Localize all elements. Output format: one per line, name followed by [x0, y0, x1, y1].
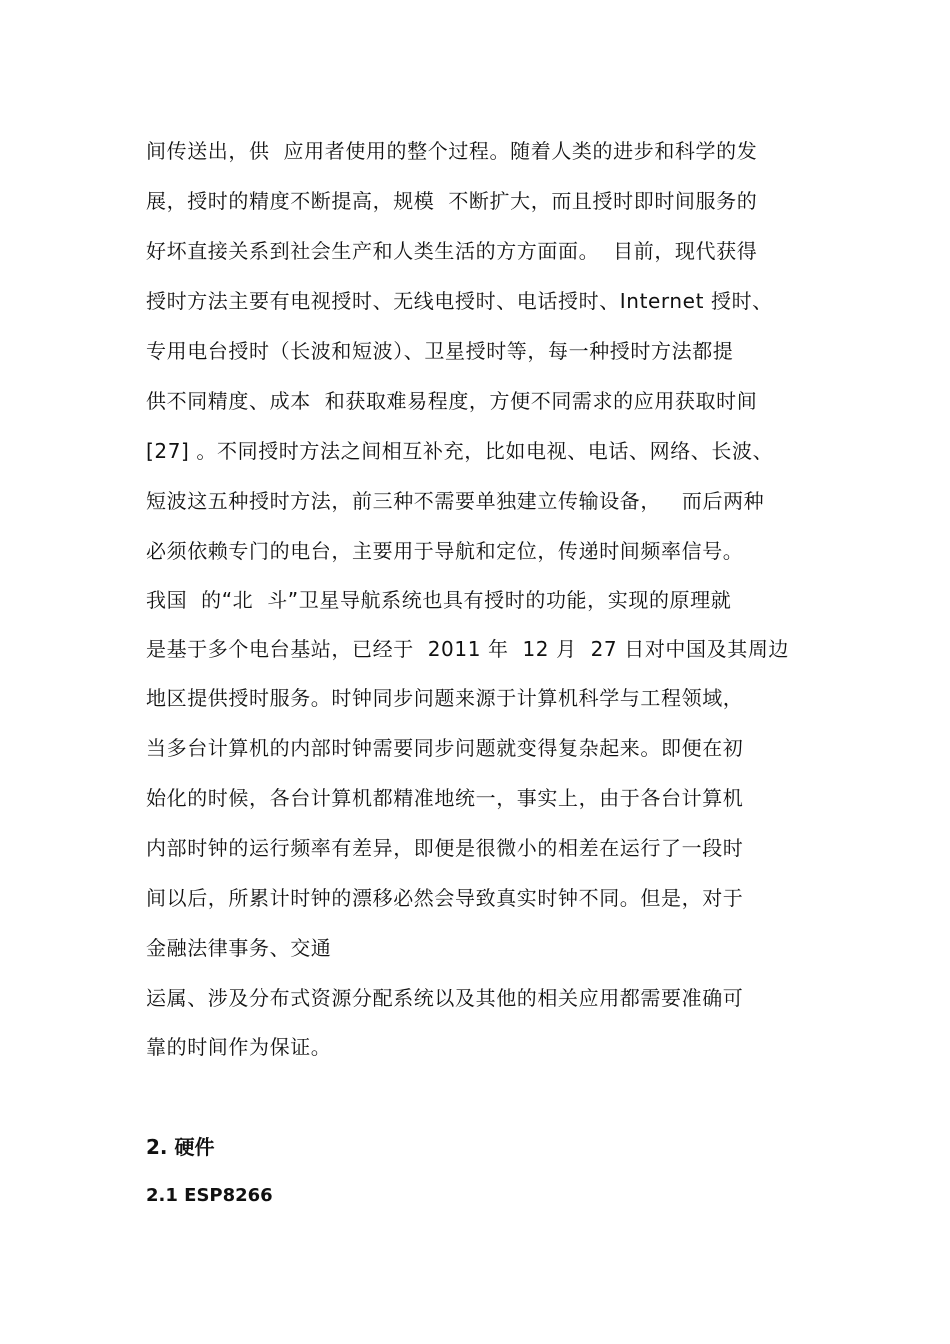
paragraph-line: 间以后，所累计时钟的漂移必然会导致真实时钟不同。但是，对于 [146, 886, 744, 910]
paragraph-line: 短波这五种授时方法，前三种不需要单独建立传输设备， 而后两种 [146, 489, 765, 513]
paragraph-line: [27] 。不同授时方法之间相互补充，比如电视、电话、网络、长波、 [146, 439, 774, 463]
paragraph-line: 当多台计算机的内部时钟需要同步问题就变得复杂起来。即便在初 [146, 736, 744, 760]
section-heading: 2. 硬件 [146, 1135, 215, 1159]
paragraph-line: 授时方法主要有电视授时、无线电授时、电话授时、Internet 授时、 [146, 289, 773, 313]
paragraph-line: 始化的时候，各台计算机都精准地统一，事实上，由于各台计算机 [146, 786, 744, 810]
paragraph-line: 内部时钟的运行频率有差异，即便是很微小的相差在运行了一段时 [146, 836, 744, 860]
subsection-heading: 2.1 ESP8266 [146, 1185, 273, 1206]
paragraph-line: 靠的时间作为保证。 [146, 1035, 332, 1059]
paragraph-line: 金融法律事务、交通 [146, 936, 332, 960]
paragraph-line: 展，授时的精度不断提高，规模 不断扩大，而且授时即时间服务的 [146, 189, 758, 213]
paragraph-line: 好坏直接关系到社会生产和人类生活的方方面面。 目前，现代获得 [146, 239, 758, 263]
paragraph-line: 专用电台授时（长波和短波）、卫星授时等，每一种授时方法都提 [146, 339, 734, 363]
paragraph-line: 运属、涉及分布式资源分配系统以及其他的相关应用都需要准确可 [146, 986, 744, 1010]
paragraph-line: 供不同精度、成本 和获取难易程度，方便不同需求的应用获取时间 [146, 389, 758, 413]
paragraph-line: 必须依赖专门的电台，主要用于导航和定位，传递时间频率信号。 [146, 539, 744, 563]
paragraph-line: 间传送出，供 应用者使用的整个过程。随着人类的进步和科学的发 [146, 139, 758, 163]
paragraph-line: 我国 的“北 斗”卫星导航系统也具有授时的功能，实现的原理就 [146, 588, 732, 612]
paragraph-line: 是基于多个电台基站，已经于 2011 年 12 月 27 日对中国及其周边 [146, 637, 790, 661]
paragraph-line: 地区提供授时服务。时钟同步问题来源于计算机科学与工程领域， [146, 686, 744, 710]
